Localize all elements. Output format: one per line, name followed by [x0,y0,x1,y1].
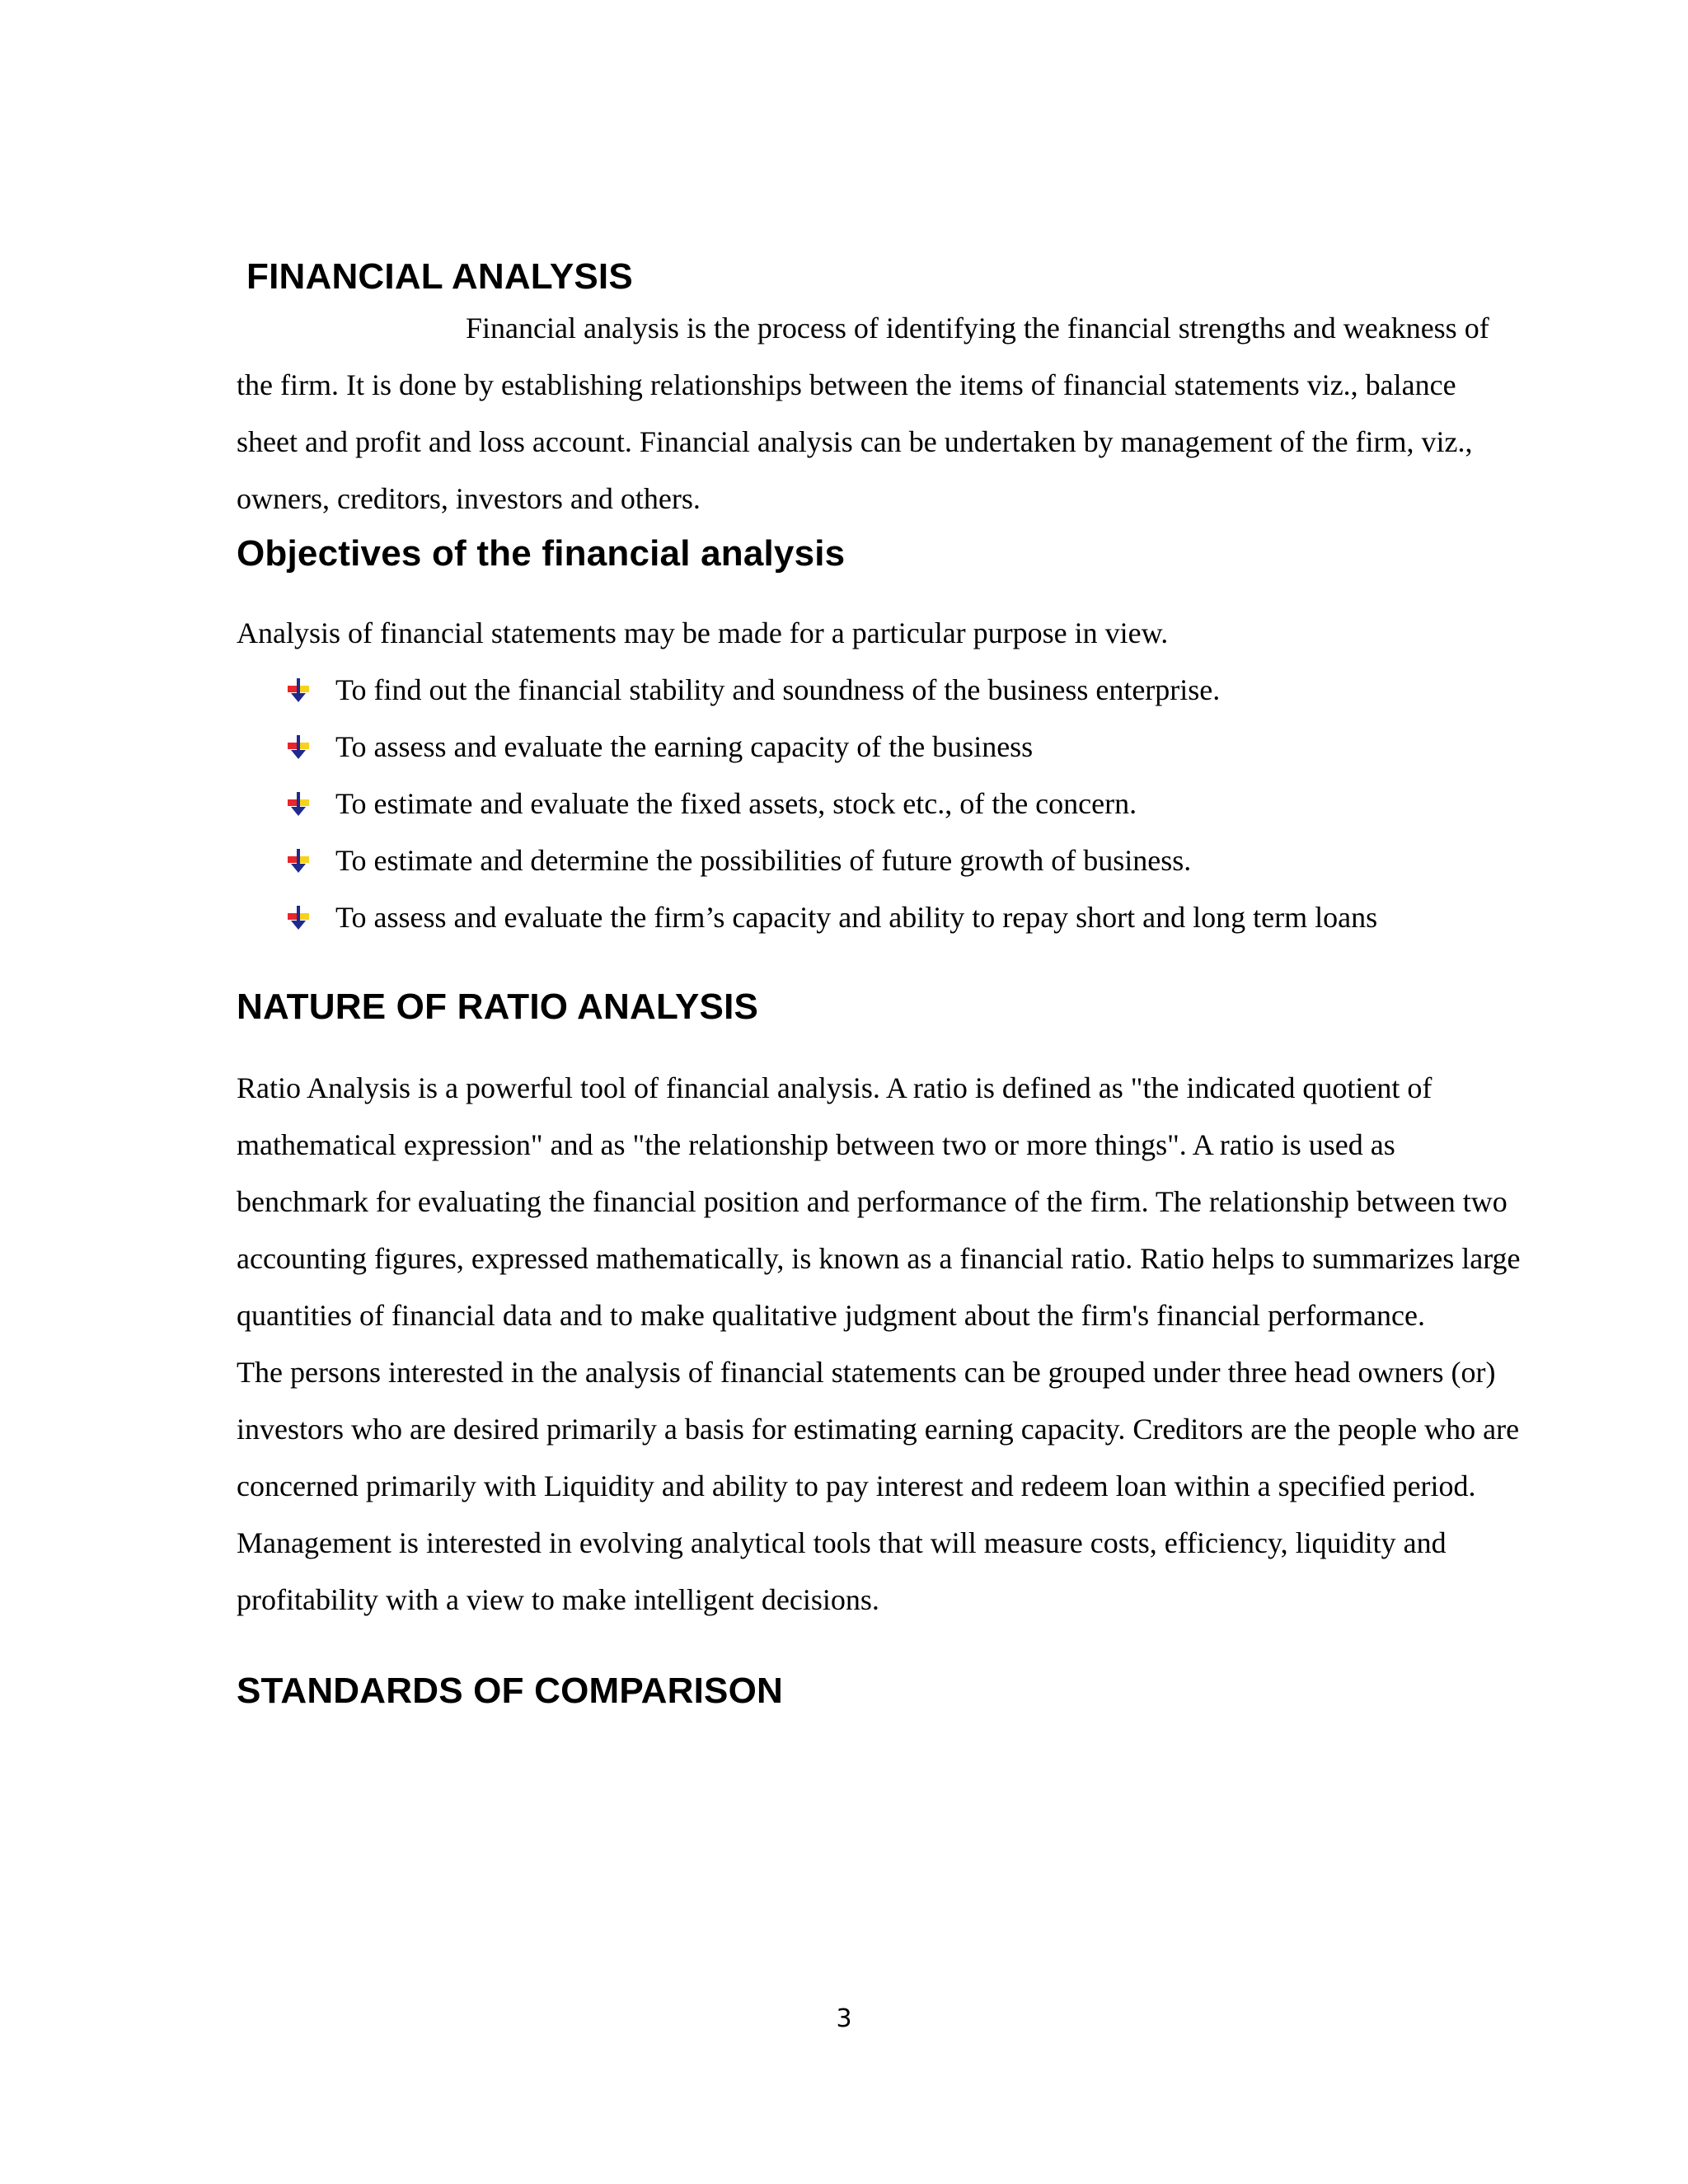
arrow-down-bullet-icon [286,735,311,760]
objectives-list [237,662,1522,946]
list-item [286,832,1522,889]
arrow-down-bullet-icon [286,678,311,703]
arrow-down-bullet-icon [286,906,311,930]
list-item [286,719,1522,776]
arrow-down-bullet-icon [286,849,311,874]
nature-of-ratio-analysis-heading: NATURE OF RATIO ANALYSIS [237,987,759,1027]
objective-item-text: To find out the financial stability and soundness of the business enterprise. [335,673,1221,706]
page-number: 3 [836,2004,852,2033]
objectives-heading: Objectives of the financial analysis [237,533,846,574]
objective-item-text: To assess and evaluate the firm’s capacity and ability to repay short and long term loans [335,901,1378,934]
nature-paragraph-1: Ratio Analysis is a powerful tool of financial analysis. A ratio is defined as "the indicated quotient of mathematical expression" and as "the relationship between two or more things". A ratio is used as benchmark for evaluating the financial position and performance of the firm. The relationship between two accounting figures, expressed mathematically, is known as a financial ratio. Ratio helps to summarizes large quantities of financial data and to make qualitative judgment about the firm's financial performance. [237,1071,1521,1332]
financial-analysis-paragraph: Financial analysis is the process of identifying the financial strengths and weakness of the firm. It is done by establishing relationships between the items of financial statements viz., balance sheet and profit and loss account. Financial analysis can be undertaken by management of the firm, viz., owners, creditors, investors and others. [237,312,1489,515]
objectives-intro: Analysis of financial statements may be made for a particular purpose in view. [237,616,1169,649]
objective-item-text: To estimate and evaluate the fixed assets, stock etc., of the concern. [335,787,1137,820]
list-item [286,889,1522,946]
arrow-down-bullet-icon [286,792,311,817]
objective-item-text: To assess and evaluate the earning capacity of the business [335,730,1034,763]
list-item [286,662,1522,719]
standards-of-comparison-heading: STANDARDS OF COMPARISON [237,1671,783,1711]
page-content [237,254,1522,1716]
nature-paragraph-2: The persons interested in the analysis of financial statements can be grouped under three head owners (or) investors who are desired primarily a basis for estimating earning capacity. Creditors are the people who are concerned primarily with Liquidity and ability to pay interest and redeem loan within a specified period. Management is interested in evolving analytical tools that will measure costs, efficiency, liquidity and profitability with a view to make intelligent decisions. [237,1356,1520,1616]
list-item [286,776,1522,832]
financial-analysis-heading: FINANCIAL ANALYSIS [246,256,633,297]
objective-item-text: To estimate and determine the possibilities of future growth of business. [335,844,1192,877]
